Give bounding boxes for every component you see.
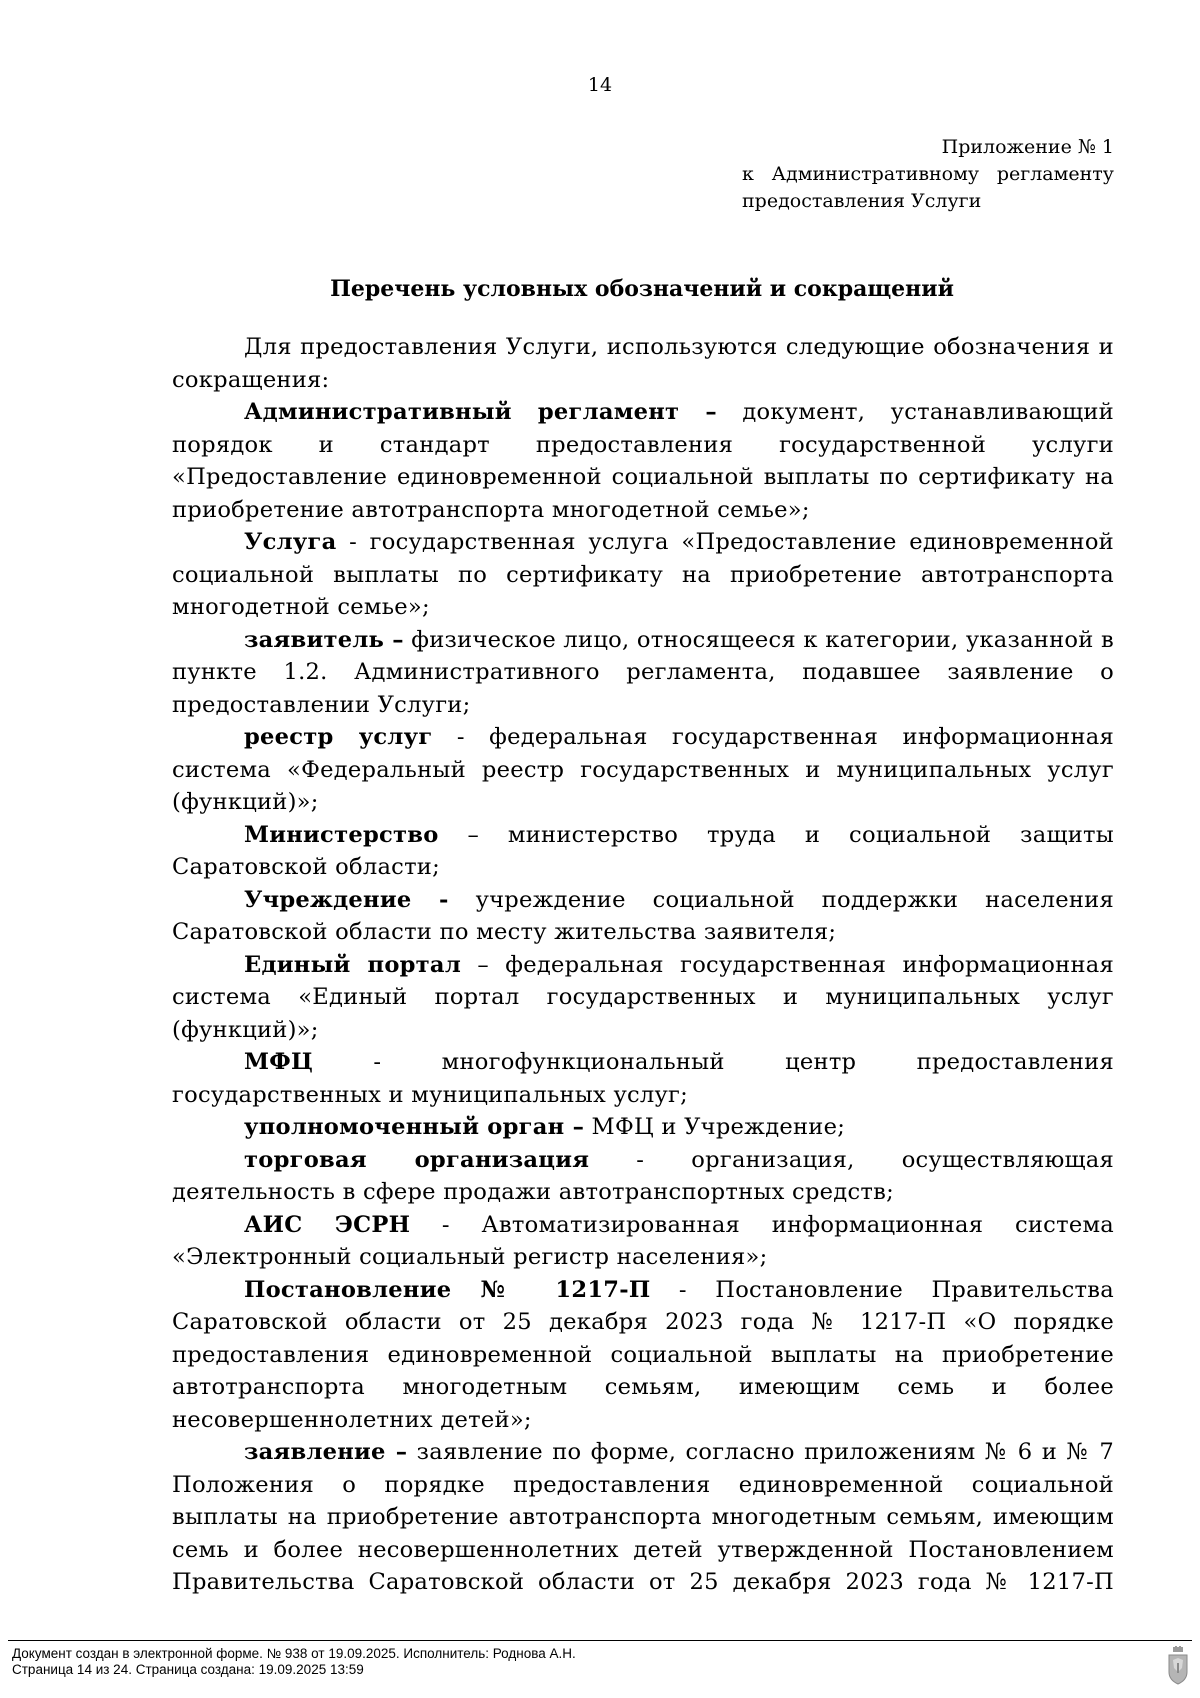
definition-term: Единый портал [244, 951, 462, 978]
definition-text: заявление по форме, согласно приложениям № 6 и № 7 Положения о порядке предоставления единовременной социальной выплаты на приобретение автотранспорта многодетным семьям, имеющим семь и более несовершеннолетних детей утвержденной Постановлением Правительства Саратовской области от 25 декабря 2023 года № 1217-П [172, 1439, 1114, 1595]
definition-term: МФЦ [244, 1049, 314, 1075]
definition-institution [172, 884, 1114, 949]
definition-ministry [172, 819, 1114, 884]
definition-text: - многофункциональный центр предоставления государственных и муниципальных услуг; [172, 1049, 1114, 1108]
definition-term: заявитель – [244, 626, 404, 653]
footer-page-info: Страница 14 из 24. Страница создана: 19.09.2025 13:59 [12, 1662, 364, 1677]
definition-text: - Постановление Правительства Саратовской области от 25 декабря 2023 года № 1217-П «О порядке предоставления единовременной социальной выплаты на приобретение автотранспорта многодетным семьям, имеющим семь и более несовершеннолетних детей»; [172, 1276, 1114, 1433]
definition-term: уполномоченный орган – [244, 1114, 585, 1140]
appendix-number: Приложение № 1 [941, 136, 1114, 158]
definition-resolution-1217p [172, 1274, 1114, 1437]
definition-term: Министерство [244, 821, 439, 848]
definition-unified-portal [172, 949, 1114, 1047]
coat-of-arms-icon [1166, 1646, 1190, 1686]
page-number: 14 [587, 74, 613, 96]
definition-service [172, 526, 1114, 624]
definition-term: Учреждение - [244, 886, 449, 913]
appendix-header [742, 134, 1114, 215]
definition-text: – министерство труда и социальной защиты Саратовской области; [172, 821, 1114, 880]
appendix-reference: к Административному регламенту [742, 163, 1114, 185]
appendix-subject: предоставления Услуги [742, 190, 982, 212]
definition-services-registry [172, 721, 1114, 819]
definition-applicant [172, 624, 1114, 722]
definition-mfc [172, 1046, 1114, 1111]
definition-text: - Автоматизированная информационная система «Электронный социальный регистр населения»; [172, 1211, 1114, 1270]
definition-text: - федеральная государственная информационная система «Федеральный реестр государственных и муниципальных услуг (функций)»; [172, 724, 1114, 815]
definition-ais-esrn [172, 1209, 1114, 1274]
document-title: Перечень условных обозначений и сокращений [330, 276, 954, 302]
definition-text: - организация, осуществляющая деятельность в сфере продажи автотранспортных средств; [172, 1146, 1114, 1205]
definition-text: – федеральная государственная информационная система «Единый портал государственных и муниципальных услуг (функций)»; [172, 951, 1114, 1043]
definition-term: Постановление № 1217-П [244, 1276, 651, 1303]
footer [12, 1646, 576, 1678]
definition-text: физическое лицо, относящееся к категории, указанной в пункте 1.2. Административного регламента, подавшее заявление о предоставлении Услуги; [172, 626, 1114, 718]
definition-application [172, 1436, 1114, 1599]
definition-text: документ, устанавливающий порядок и стандарт предоставления государственной услуги «Предоставление единовременной социальной выплаты по сертификату на приобретение автотранспорта многодетной семье»; [172, 399, 1114, 523]
definition-text: - государственная услуга «Предоставление единовременной социальной выплаты по сертификату на приобретение автотранспорта многодетной семье»; [172, 529, 1114, 620]
definition-term: Услуга [244, 529, 337, 555]
document-body [172, 331, 1114, 1599]
definition-trade-organization [172, 1144, 1114, 1209]
definition-term: торговая организация [244, 1146, 590, 1173]
definition-text: учреждение социальной поддержки населения Саратовской области по месту жительства заявителя; [172, 886, 1114, 945]
definition-admin-regulation [172, 396, 1114, 526]
intro-paragraph: Для предоставления Услуги, используются следующие обозначения и сокращения: [172, 334, 1114, 393]
footer-document-info: Документ создан в электронной форме. № 938 от 19.09.2025. Исполнитель: Роднова А.Н. [12, 1646, 576, 1661]
definition-term: АИС ЭСРН [244, 1211, 411, 1238]
definition-authorized-body [172, 1111, 1114, 1144]
definition-term: реестр услуг [244, 724, 433, 750]
definition-text: МФЦ и Учреждение; [584, 1114, 846, 1140]
definition-term: заявление – [244, 1439, 408, 1465]
footer-divider [8, 1640, 1192, 1641]
definition-term: Административный регламент – [244, 399, 717, 425]
